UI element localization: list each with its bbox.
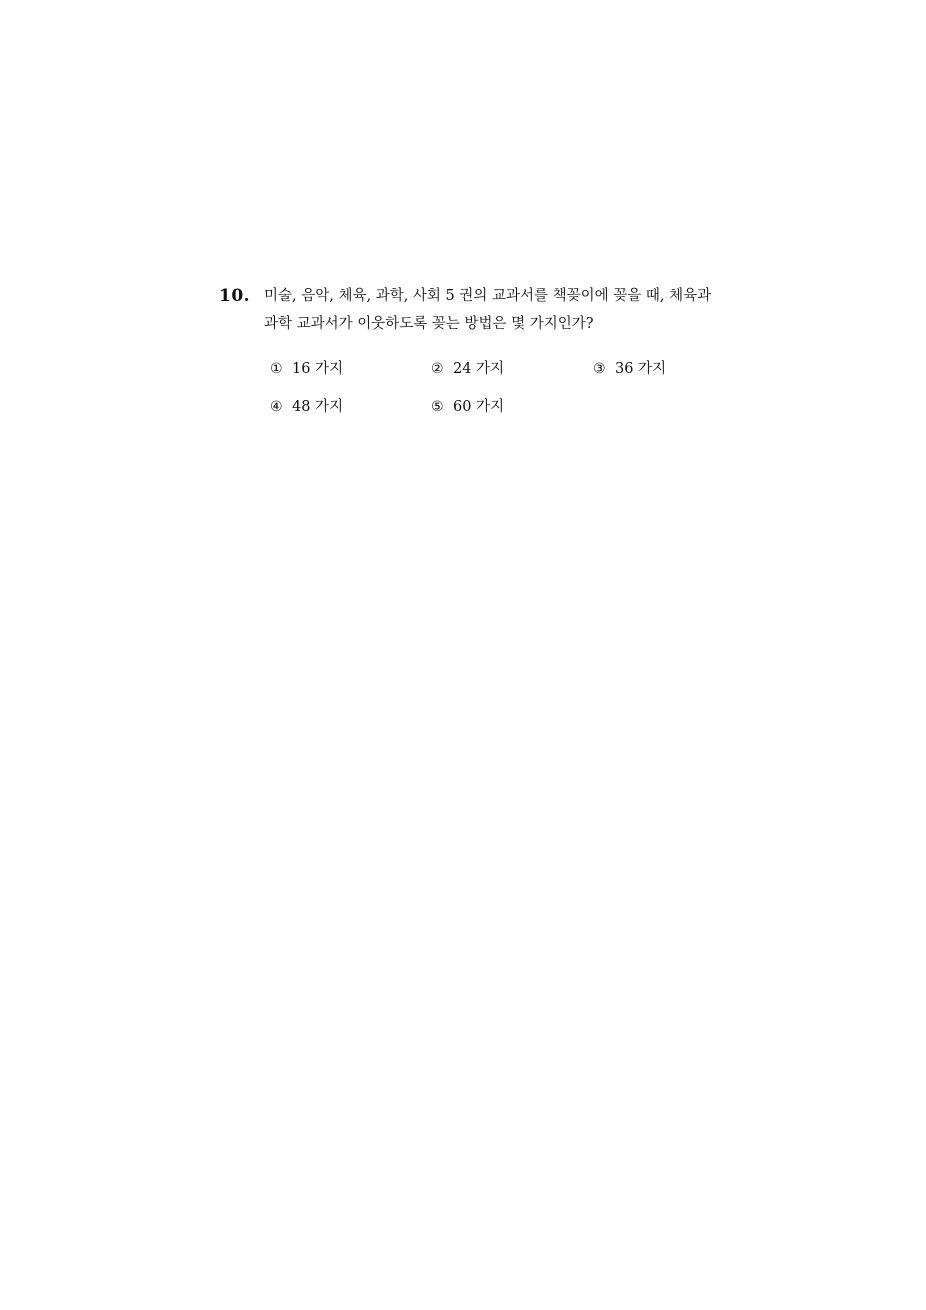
question-stem-line: 미술, 음악, 체육, 과학, 사회 5 권의 교과서를 책꽂이에 꽂을 때, 체육과 — [264, 288, 712, 304]
choice-label: 16 가지 — [292, 361, 344, 377]
question-stem-line: 과학 교과서가 이웃하도록 꽂는 방법은 몇 가지인가? — [264, 316, 594, 332]
choice-mark: ① — [270, 361, 283, 377]
choice-label: 36 가지 — [615, 361, 667, 377]
choice-5[interactable] — [431, 396, 504, 418]
choice-label: 48 가지 — [292, 399, 344, 415]
choice-mark: ③ — [593, 361, 606, 377]
choice-mark: ② — [431, 361, 444, 377]
choice-label: 60 가지 — [453, 399, 505, 415]
choice-mark: ④ — [270, 399, 283, 415]
answer-choices — [270, 358, 750, 418]
choice-2[interactable] — [431, 358, 504, 380]
choice-1[interactable] — [270, 358, 343, 380]
choice-3[interactable] — [593, 358, 666, 380]
question-stem — [264, 282, 759, 338]
choice-label: 24 가지 — [453, 361, 505, 377]
choice-mark: ⑤ — [431, 399, 444, 415]
choice-4[interactable] — [270, 396, 343, 418]
question-number: 10. — [219, 286, 251, 306]
